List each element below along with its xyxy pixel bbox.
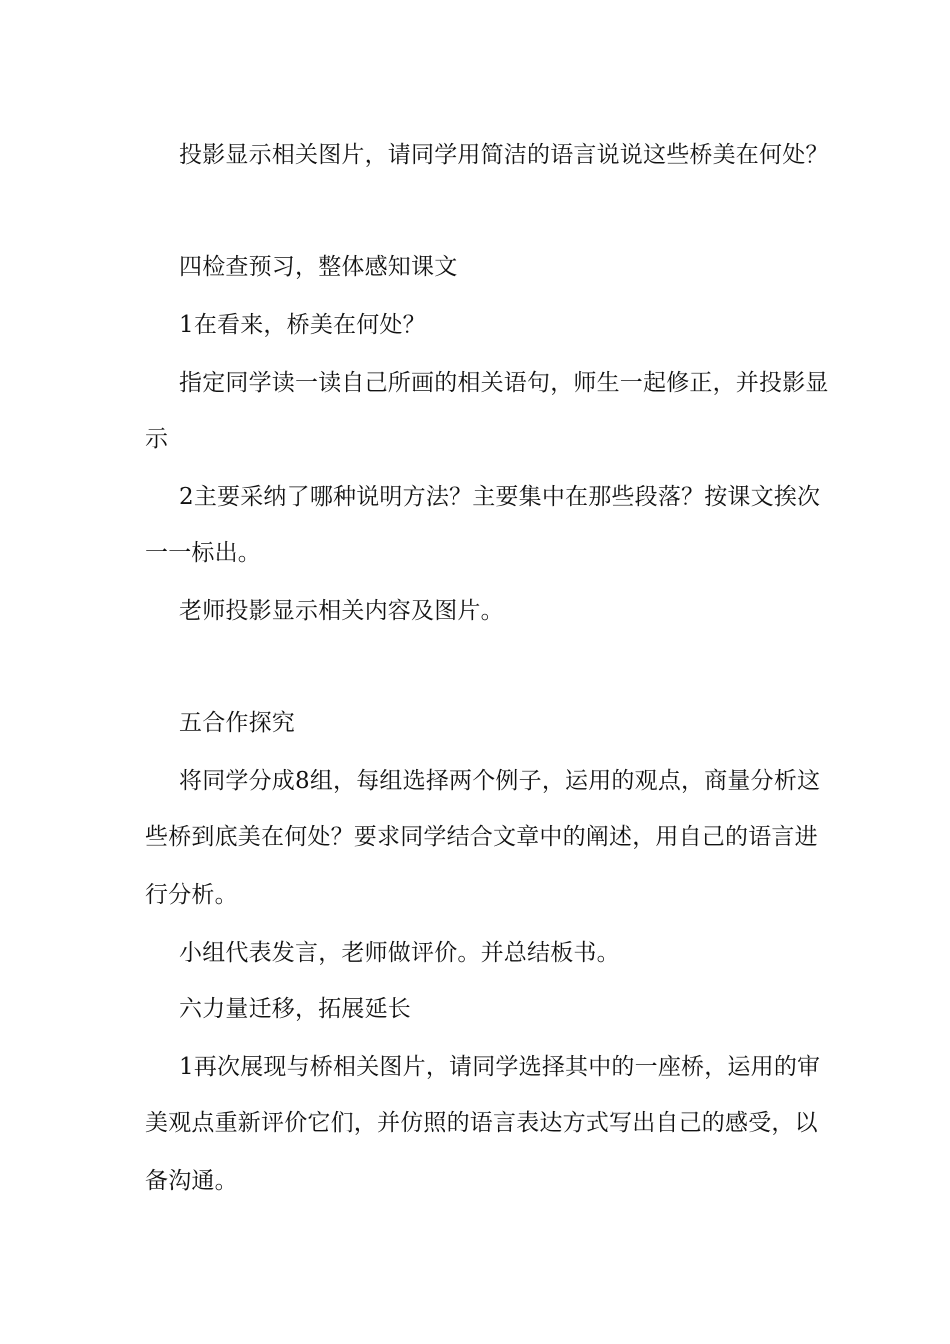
paragraph-read-sentences-line-2: 示 [145,426,169,452]
paragraph-projection-question: 投影显示相关图片，请同学用简洁的语言说说这些桥美在何处？ [179,142,829,168]
extension-task-line-1: 1再次展现与桥相关图片，请同学选择其中的一座桥，运用的审 [179,1054,821,1080]
section-heading-6: 六力量迁移，拓展延长 [179,996,411,1022]
extension-task-line-2: 美观点重新评价它们，并仿照的语言表达方式写出自己的感受，以 [145,1110,818,1136]
group-work-line-3: 行分析。 [145,882,238,908]
section-heading-5: 五合作探究 [179,710,295,736]
question-2-line-2: 一一标出。 [145,540,261,566]
teacher-projection: 老师投影显示相关内容及图片。 [179,598,504,624]
question-1: 1在看来，桥美在何处？ [179,312,426,338]
group-report: 小组代表发言，老师做评价。并总结板书。 [179,940,620,966]
section-heading-4: 四检查预习，整体感知课文 [179,254,458,280]
paragraph-read-sentences-line-1: 指定同学读一读自己所画的相关语句，师生一起修正，并投影显 [179,370,829,396]
group-work-line-1: 将同学分成8组，每组选择两个例子，运用的观点，商量分析这 [179,768,821,794]
extension-task-line-3: 备沟通。 [145,1168,238,1194]
group-work-line-2: 些桥到底美在何处？要求同学结合文章中的阐述，用自己的语言进 [145,824,818,850]
question-2-line-1: 2主要采纳了哪种说明方法？主要集中在那些段落？按课文挨次 [179,484,821,510]
